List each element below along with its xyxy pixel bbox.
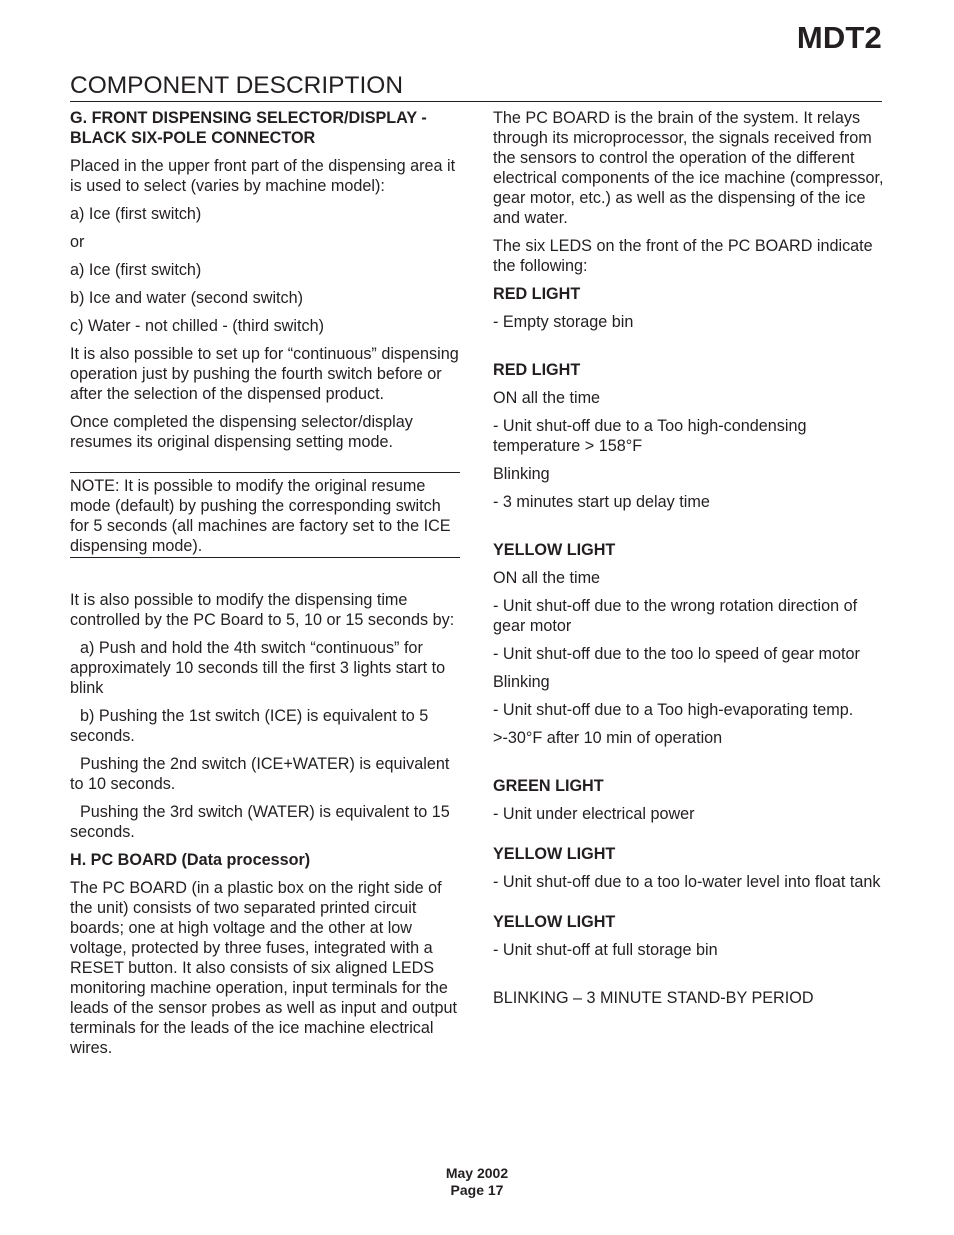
section-g-heading-line2: BLACK SIX-POLE CONNECTOR [70, 129, 316, 147]
list-item: a) Ice (first switch) [70, 205, 202, 223]
section-g-heading-line1: G. FRONT DISPENSING SELECTOR/DISPLAY - [70, 109, 427, 127]
paragraph: Placed in the upper front part of the dispensing area it is used to select (varies by machine model): [70, 157, 456, 195]
list-item: a) Push and hold the 4th switch “continuous” for approximately 10 seconds till the first 3 lights start to blink [70, 639, 446, 697]
light-description: >-30°F after 10 min of operation [493, 729, 723, 747]
paragraph: The PC BOARD (in a plastic box on the right side of the unit) consists of two separated printed circuit boards; one at high voltage and the other at low voltage, protected by three fuses, integrated with a RESET button. It also consists of six aligned LEDS monitoring machine operation, input terminals for the leads of the sensor probes as well as input and output terminals for the leads of the ice machine electrical wires. [70, 879, 457, 1057]
list-item: Pushing the 2nd switch (ICE+WATER) is equivalent to 10 seconds. [70, 755, 450, 793]
list-item: a) Ice (first switch) [70, 261, 202, 279]
page-number: Page 17 [450, 1182, 504, 1198]
light-description: ON all the time [493, 569, 601, 587]
paragraph: or [70, 233, 85, 251]
page-footer [0, 1165, 954, 1199]
list-item: b) Ice and water (second switch) [70, 289, 304, 307]
footer-date: May 2002 [445, 1165, 509, 1181]
green-light-heading: GREEN LIGHT [493, 777, 604, 795]
light-description: - Unit shut-off due to a Too high-evaporating temp. [493, 701, 854, 719]
light-description: - Unit under electrical power [493, 805, 695, 823]
paragraph: Once completed the dispensing selector/display resumes its original dispensing setting mode. [70, 413, 413, 451]
right-column [493, 108, 885, 1016]
blinking-note: BLINKING – 3 MINUTE STAND-BY PERIOD [493, 989, 814, 1007]
note-box: NOTE: It is possible to modify the original resume mode (default) by pushing the corresponding switch for 5 seconds (all machines are factory set to the ICE dispensing mode). [70, 472, 460, 558]
light-description: Blinking [493, 465, 550, 483]
section-h-heading: H. PC BOARD (Data processor) [70, 851, 311, 869]
light-description: - Unit shut-off due to a too lo-water level into float tank [493, 873, 881, 891]
yellow-light-heading: YELLOW LIGHT [493, 541, 616, 559]
light-description: - Unit shut-off due to the wrong rotation direction of gear motor [493, 597, 858, 635]
section-g-heading [70, 108, 462, 148]
header-divider [70, 101, 882, 102]
light-description: - Unit shut-off at full storage bin [493, 941, 718, 959]
list-item: Pushing the 3rd switch (WATER) is equivalent to 15 seconds. [70, 803, 450, 841]
light-description: Blinking [493, 673, 550, 691]
section-title: COMPONENT DESCRIPTION [70, 72, 404, 99]
yellow-light-heading: YELLOW LIGHT [493, 845, 616, 863]
red-light-heading: RED LIGHT [493, 361, 581, 379]
document-model-title: MDT2 [796, 20, 882, 55]
paragraph: It is also possible to set up for “continuous” dispensing operation just by pushing the fourth switch before or after the selection of the dispensed product. [70, 345, 459, 403]
red-light-heading: RED LIGHT [493, 285, 581, 303]
list-item: b) Pushing the 1st switch (ICE) is equivalent to 5 seconds. [70, 707, 429, 745]
left-column [70, 108, 462, 1066]
light-description: - Unit shut-off due to a Too high-condensing temperature > 158°F [493, 417, 807, 455]
yellow-light-heading: YELLOW LIGHT [493, 913, 616, 931]
paragraph: The PC BOARD is the brain of the system. It relays through its microprocessor, the signals received from the sensors to control the operation of the different electrical components of the ice machine (compressor, gear motor, etc.) as well as the dispensing of the ice and water. [493, 109, 884, 227]
light-description: ON all the time [493, 389, 601, 407]
light-description: - Empty storage bin [493, 313, 634, 331]
paragraph: The six LEDS on the front of the PC BOARD indicate the following: [493, 237, 873, 275]
list-item: c) Water - not chilled - (third switch) [70, 317, 324, 335]
paragraph: It is also possible to modify the dispensing time controlled by the PC Board to 5, 10 or 15 seconds by: [70, 591, 455, 629]
light-description: - 3 minutes start up delay time [493, 493, 710, 511]
light-description: - Unit shut-off due to the too lo speed of gear motor [493, 645, 860, 663]
